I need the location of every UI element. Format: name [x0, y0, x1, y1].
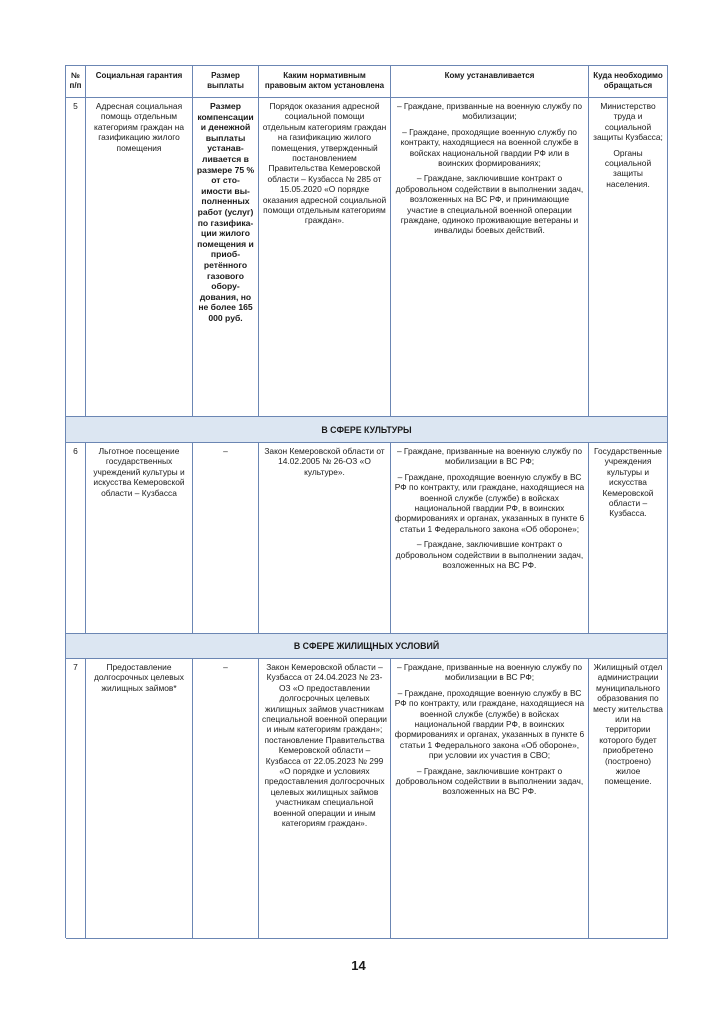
whom-item: – Граждане, призванные на военную службу по мобилизации в ВС РФ; — [396, 446, 583, 467]
header-act: Каким нормативным правовым актом установлена — [259, 66, 391, 97]
row-whom — [391, 443, 589, 633]
whom-item: – Граждане, призванные на военную службу по мобилизации; — [396, 101, 583, 122]
row-whom — [391, 98, 589, 416]
row-act: Закон Кемеровской области – Кузбасса от 24.04.2023 № 23-ОЗ «О предоставлении долгосрочных целевых жилищных займов участникам специальной военной операции и иным категориям граждан»; постановление Правительства Кемеровской области – Кузбасса от 22.05.2023 № 299 «О порядке и условиях предоставления долгосрочных целевых жилищных займов участникам специальной военной операции и иным категориям граждан». — [259, 659, 391, 938]
row-where — [589, 659, 668, 938]
row-guarantee: Предоставление долгосрочных целевых жилищных займов* — [86, 659, 193, 938]
header-guarantee: Социальная гарантия — [86, 66, 193, 97]
whom-item: – Граждане, проходящие военную службу в ВС РФ по контракту, или граждане, находящиеся на военной службе (службе) в войсках национальной гвардии РФ, в воинских формированиях и органах, указанных в пункте 6 статьи 1 Федерального закона «Об обороне», при условии их участия в СВО; — [394, 687, 585, 761]
table-row — [66, 443, 668, 634]
header-whom: Кому устанавливается — [391, 66, 589, 97]
where-item: Жилищный отдел администрации муниципального образования по месту жительства или на территории которого будет приобретено (построено) жилое помещение. — [593, 662, 663, 787]
table-row — [66, 659, 668, 939]
header-where: Куда необходимо обращаться — [589, 66, 668, 97]
table-header — [66, 66, 668, 98]
row-whom — [391, 659, 589, 938]
header-num: № п/п — [66, 66, 86, 97]
section-heading-culture: В СФЕРЕ КУЛЬТУРЫ — [66, 417, 668, 443]
row-where — [589, 443, 668, 633]
page-number: 14 — [351, 958, 366, 973]
row-guarantee: Льготное посещение государственных учреждений культуры и искусства Кемеровской области – Кузбасса — [86, 443, 193, 633]
row-amount: Размер компенсации и денежной выплаты устанав- ливается в размере 75 % от сто- имости вы- полненных работ (услуг) по газифика- ции жилого помещения и приоб- ретённого газового обору- дования, но не более 165 000 руб. — [193, 98, 259, 416]
row-num: 6 — [66, 443, 86, 633]
whom-item: – Граждане, заключившие контракт о добровольном содействии в выполнении задач, возложенных на ВС РФ, и принимающие участие в специальной военной операции граждане, одиноко проживающие ветераны и инвалиды боевых действий. — [395, 173, 584, 236]
row-guarantee: Адресная социальная помощь отдельным категориям граждан на газификацию жилого помещения — [86, 98, 193, 416]
where-item: Министерство труда и социальной защиты Кузбасса; — [593, 101, 663, 143]
benefits-table — [65, 65, 668, 938]
row-amount: – — [193, 659, 259, 938]
whom-item: – Граждане, проходящие военную службу по контракту, находящиеся на военной службе в войсках национальной гвардии РФ или в воинских формированиях; — [400, 126, 579, 169]
row-amount: – — [193, 443, 259, 633]
row-act: Закон Кемеровской области от 14.02.2005 № 26-ОЗ «О культуре». — [259, 443, 391, 633]
whom-item: – Граждане, проходящие военную службу в ВС РФ по контракту, или граждане, находящиеся на военной службе (службе) в войсках национальной гвардии РФ, в воинских формированиях и органах, указанных в пункте 6 статьи 1 Федерального закона «Об обороне»; — [394, 471, 585, 534]
section-heading-housing: В СФЕРЕ ЖИЛИЩНЫХ УСЛОВИЙ — [66, 634, 668, 659]
table-row — [66, 98, 668, 417]
whom-item: – Граждане, заключившие контракт о добровольном содействии в выполнении задач, возложенных на ВС РФ. — [395, 539, 584, 571]
where-item: Государственные учреждения культуры и искусства Кемеровской области – Кузбасса. — [594, 446, 662, 519]
whom-item: – Граждане, призванные на военную службу по мобилизации в ВС РФ; — [396, 662, 583, 683]
where-item: Органы социальной защиты населения. — [604, 147, 652, 189]
row-num: 5 — [66, 98, 86, 416]
row-act: Порядок оказания адресной социальной помощи отдельным категориям граждан на газификацию жилого помещения, утвержденный постановлением Правительства Кемеровской области – Кузбасса № 285 от 15.05.2020 «О порядке оказания адресной социальной помощи отдельным категориям граждан». — [259, 98, 391, 416]
header-amount: Размер выплаты — [193, 66, 259, 97]
whom-item: – Граждане, заключившие контракт о добровольном содействии в выполнении задач, возложенных на ВС РФ. — [395, 765, 584, 797]
row-num: 7 — [66, 659, 86, 938]
row-where — [589, 98, 668, 416]
